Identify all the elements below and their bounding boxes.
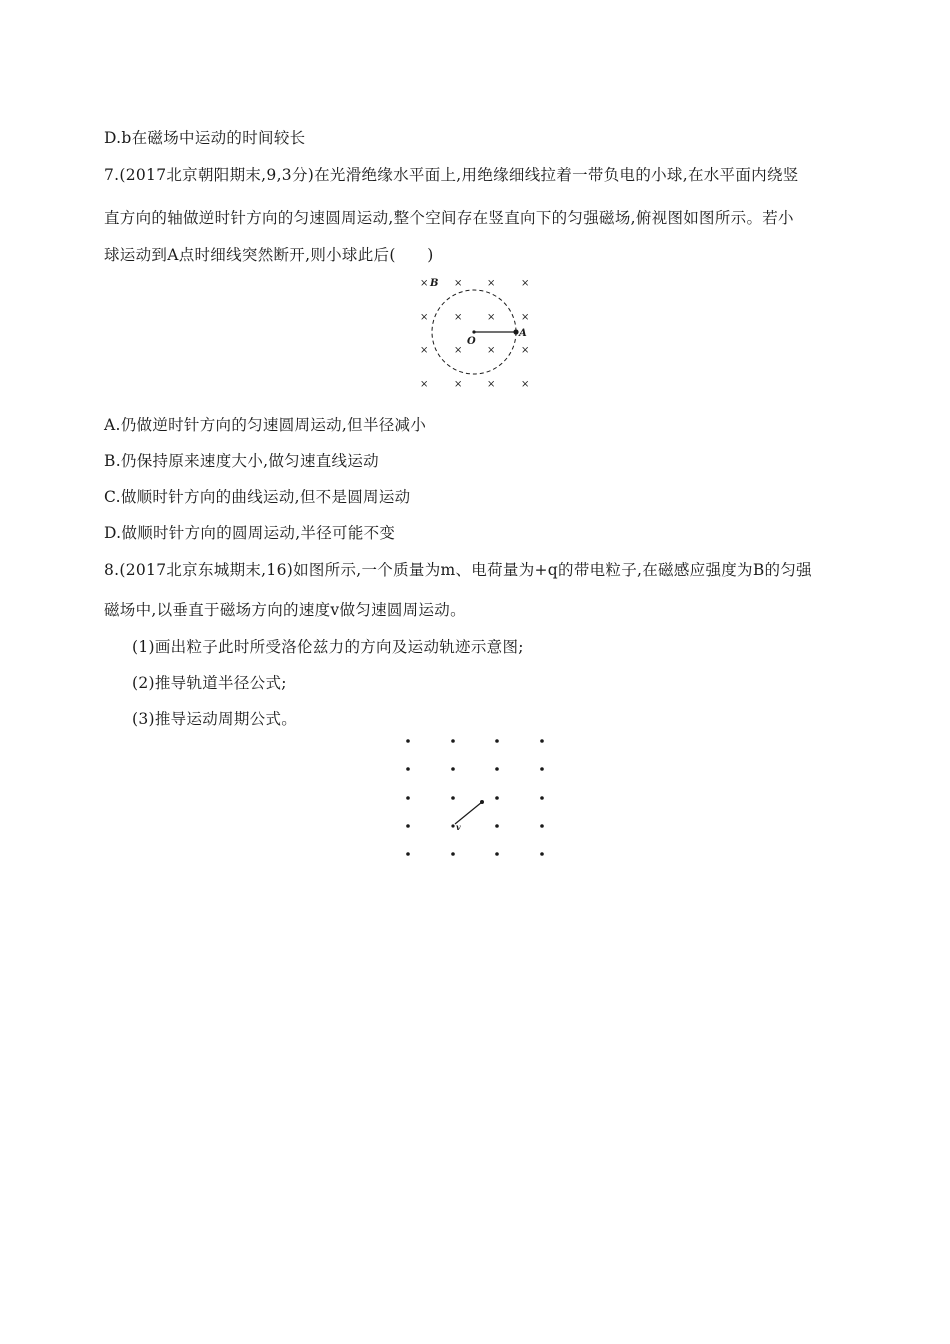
field-x-mark: × bbox=[521, 278, 530, 289]
q7-stem-line-1: 7.(2017北京朝阳期末,9,3分)在光滑绝缘水平面上,用绝缘细线拉着一带负电的小球,在水平面内绕竖 bbox=[104, 166, 799, 184]
q7-figure-magnetic-field bbox=[410, 272, 540, 397]
q8-part-1: (1)画出粒子此时所受洛伦兹力的方向及运动轨迹示意图; bbox=[132, 638, 524, 656]
q8-part-3: (3)推导运动周期公式。 bbox=[132, 710, 298, 728]
field-dots bbox=[406, 739, 544, 856]
q7-stem-line-2: 直方向的轴做逆时针方向的匀速圆周运动,整个空间存在竖直向下的匀强磁场,俯视图如图所示。若小 bbox=[104, 209, 794, 227]
field-x-mark: × bbox=[420, 312, 429, 323]
center-point bbox=[472, 330, 475, 333]
q8-figure-magnetic-field bbox=[400, 734, 550, 862]
particle-origin bbox=[451, 824, 454, 827]
field-x-mark: × bbox=[521, 312, 530, 323]
velocity-vector bbox=[455, 802, 482, 824]
q8-stem-line-1: 8.(2017北京东城期末,16)如图所示,一个质量为m、电荷量为+q的带电粒子,在磁感应强度为B的匀强 bbox=[104, 561, 812, 579]
q8-stem-line-2: 磁场中,以垂直于磁场方向的速度v做匀速圆周运动。 bbox=[104, 601, 466, 619]
q6-option-d: D.b在磁场中运动的时间较长 bbox=[104, 129, 306, 147]
field-x-mark: × bbox=[521, 345, 530, 356]
label-o: O bbox=[467, 336, 476, 347]
label-a: A bbox=[519, 328, 527, 339]
label-v: v bbox=[456, 822, 461, 832]
particle bbox=[480, 800, 484, 804]
field-x-mark: × bbox=[487, 379, 496, 390]
label-b: B bbox=[430, 278, 439, 289]
ball bbox=[513, 329, 518, 334]
field-x-mark: × bbox=[454, 379, 463, 390]
field-x-mark: × bbox=[521, 379, 530, 390]
field-x-mark: × bbox=[420, 345, 429, 356]
q8-part-2: (2)推导轨道半径公式; bbox=[132, 674, 287, 692]
field-x-mark: × bbox=[487, 345, 496, 356]
field-x-mark: × bbox=[454, 278, 463, 289]
q7-option-b: B.仍保持原来速度大小,做匀速直线运动 bbox=[104, 452, 379, 470]
field-x-mark: × bbox=[454, 345, 463, 356]
q7-option-a: A.仍做逆时针方向的匀速圆周运动,但半径减小 bbox=[104, 416, 427, 434]
q7-stem-line-3: 球运动到A点时细线突然断开,则小球此后( ) bbox=[104, 246, 434, 264]
field-x-mark: × bbox=[420, 379, 429, 390]
q7-option-c: C.做顺时针方向的曲线运动,但不是圆周运动 bbox=[104, 488, 411, 506]
field-x-mark: × bbox=[487, 312, 496, 323]
q7-option-d: D.做顺时针方向的圆周运动,半径可能不变 bbox=[104, 524, 396, 542]
field-x-mark: × bbox=[420, 278, 429, 289]
field-x-mark: × bbox=[454, 312, 463, 323]
field-x-mark: × bbox=[487, 278, 496, 289]
